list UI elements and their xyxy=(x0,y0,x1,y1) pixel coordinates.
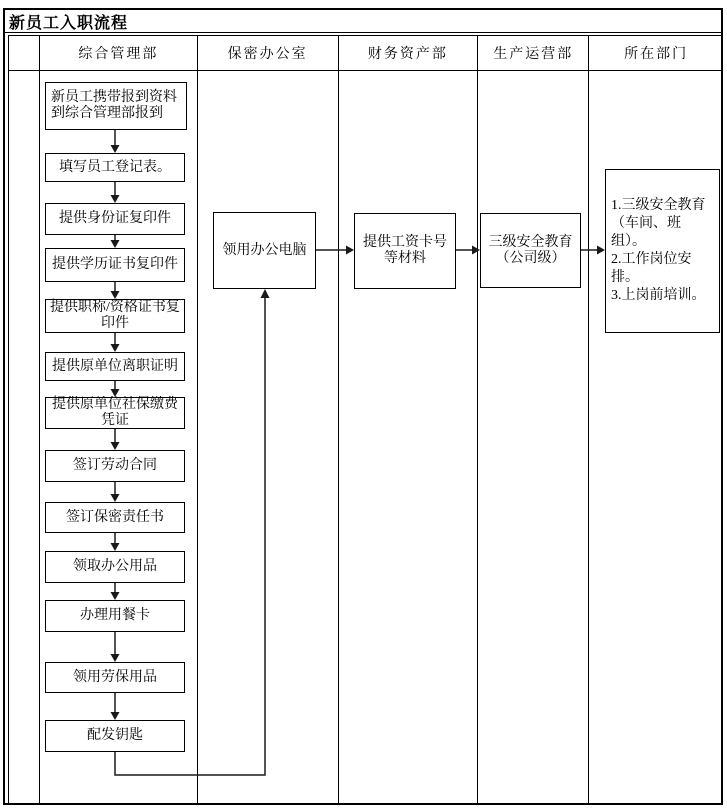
flow-arrow-down xyxy=(111,632,120,662)
flow-box-confidentiality-agreement xyxy=(45,502,185,533)
flow-box-label: 提供原单位离职证明 xyxy=(52,358,178,374)
flow-arrow-down xyxy=(111,130,120,153)
flow-box-salary-card-info xyxy=(354,213,456,289)
lane-header-security-office: 保密办公室 xyxy=(198,36,338,71)
flow-arrow-down xyxy=(111,482,120,502)
flow-box-social-security-proof xyxy=(45,397,185,429)
flow-box-label: 领取办公用品 xyxy=(73,559,157,574)
flow-box-qualification-copy xyxy=(45,299,185,333)
flow-arrow-down xyxy=(111,381,120,397)
flow-arrow-down xyxy=(111,583,120,600)
dept-task-line: 3.上岗前培训。 xyxy=(611,288,706,303)
lane-header-finance-assets: 财务资产部 xyxy=(339,36,478,71)
flow-box-label: 新员工携带报到资料到综合管理部报到 xyxy=(51,90,177,121)
flow-box-label: 签订劳动合同 xyxy=(73,458,157,473)
flow-box-safety-training-company xyxy=(480,213,581,288)
flow-box-report-arrival xyxy=(45,82,187,130)
flow-arrow-safety-to-dept xyxy=(581,246,605,255)
lane-header-assigned-dept: 所在部门 xyxy=(589,36,723,71)
flow-box-diploma-copy xyxy=(45,248,185,282)
flow-box-label: 提供职称/资格证书复印件 xyxy=(50,300,180,331)
flow-arrow-down xyxy=(111,235,120,248)
flow-box-resignation-proof xyxy=(45,352,185,381)
flow-box-label: 配发钥匙 xyxy=(87,728,143,743)
flow-box-label: 提供学历证书复印件 xyxy=(52,257,178,272)
flow-box-id-copy xyxy=(45,203,185,235)
dept-task-line: 1.三级安全教育（车间、班组）。 xyxy=(611,198,706,249)
flow-arrow-down xyxy=(111,429,120,450)
flow-arrow-down xyxy=(111,693,120,720)
flow-arrow-salary-card-to-safety xyxy=(456,246,480,255)
page-title: 新员工入职流程 xyxy=(5,10,721,33)
flow-box-office-supplies xyxy=(45,551,185,583)
flow-box-labor-contract xyxy=(45,450,185,482)
flow-box-label: 提供身份证复印件 xyxy=(59,211,171,226)
flow-box-label: 办理用餐卡 xyxy=(80,608,150,623)
dept-task-line: 2.工作岗位安排。 xyxy=(611,252,692,285)
flow-arrow-down xyxy=(111,333,120,352)
flow-arrow-down xyxy=(111,282,120,299)
flow-box-keys xyxy=(45,720,185,752)
flow-box-label: 提供工资卡号等材料 xyxy=(363,235,447,266)
flow-arrow-computer-to-salary-card xyxy=(316,246,354,255)
flow-box-office-computer xyxy=(213,212,316,289)
flow-box-label: 领用办公电脑 xyxy=(222,242,307,258)
flow-box-meal-card xyxy=(45,600,185,632)
flow-arrow-down xyxy=(111,533,120,551)
flow-box-dept-tasks xyxy=(605,169,720,333)
flow-box-label: 提供原单位社保缴费凭证 xyxy=(52,397,178,428)
flow-box-label: 三级安全教育（公司级） xyxy=(488,234,573,266)
flow-box-registration-form xyxy=(45,153,185,182)
flow-box-label: 签订保密责任书 xyxy=(66,509,164,525)
flow-box-label: 填写员工登记表。 xyxy=(59,159,171,175)
lane-header-production-ops: 生产运营部 xyxy=(478,36,588,71)
flow-box-labor-protection-supplies xyxy=(45,662,185,693)
lane-header-general-admin: 综合管理部 xyxy=(40,36,197,71)
flow-box-label: 领用劳保用品 xyxy=(73,669,157,685)
flow-arrow-down xyxy=(111,182,120,203)
